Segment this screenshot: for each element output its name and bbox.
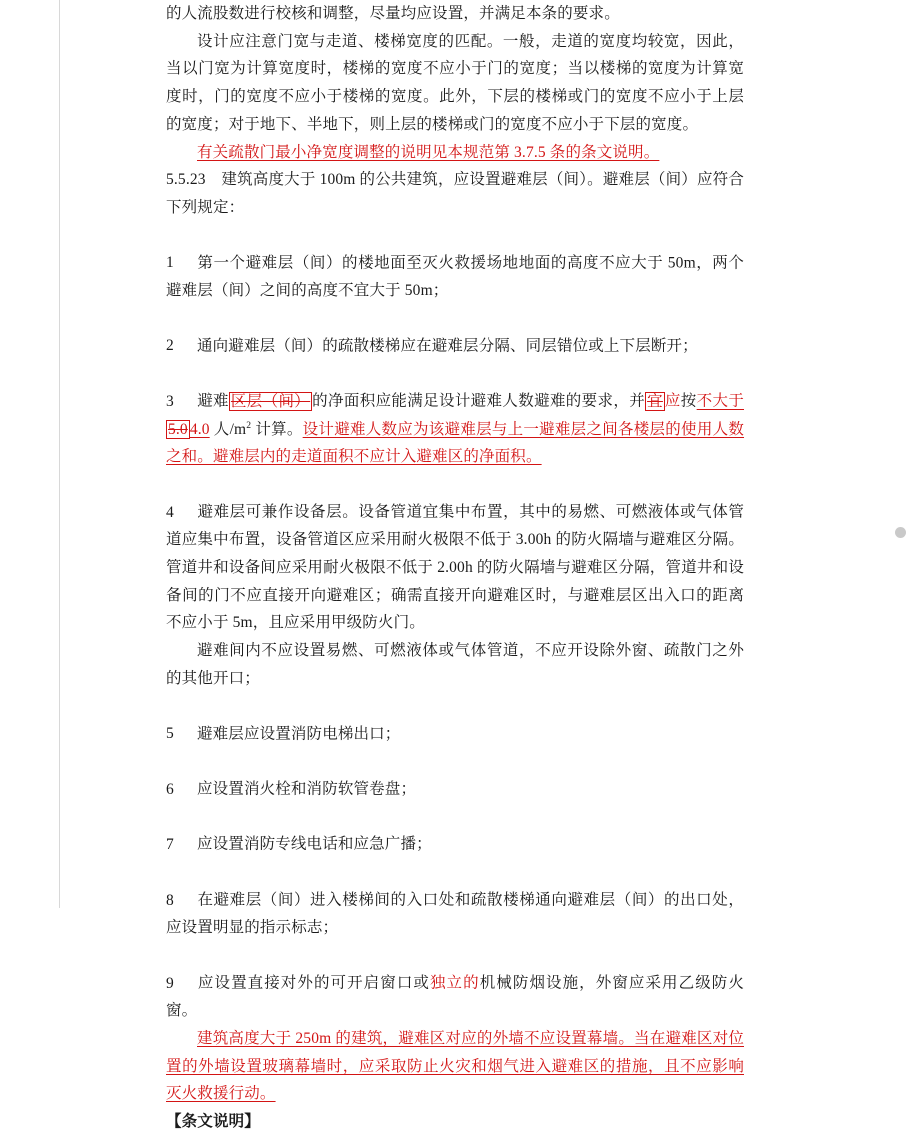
body-text: 避难 xyxy=(197,392,229,410)
scroll-indicator-dot[interactable] xyxy=(895,527,906,538)
list-item-number: 3 xyxy=(166,365,198,410)
body-text: 应设置直接对外的可开启窗口或 xyxy=(197,974,430,992)
list-item-number: 5 xyxy=(166,697,198,743)
list-item-number: 4 xyxy=(166,475,198,521)
list-item-number: 1 xyxy=(166,226,198,272)
revision-text: 有关疏散门最小净宽度调整的说明见本规范第 3.7.5 条的条文说明。 xyxy=(197,143,660,161)
body-text: 5.5.23 建筑高度大于 100m 的公共建筑，应设置避难层（间）。避难层（间）应符合下列规定： xyxy=(166,171,744,216)
paragraph xyxy=(166,305,744,360)
revision-text: 独立的 xyxy=(429,974,480,992)
revision-text: 不大于 xyxy=(696,392,744,410)
paragraph xyxy=(166,1025,744,1108)
body-text: 避难间内不应设置易燃、可燃液体或气体管道，不应开设除外窗、疏散门之外的其他开口； xyxy=(166,642,744,687)
list-item-number: 6 xyxy=(166,752,198,798)
revision-text: 4.0 xyxy=(189,420,210,438)
revision-text: 区层（间） xyxy=(230,392,311,410)
paragraph xyxy=(166,139,744,167)
body-text: 的净面积应能满足设计避难人数避难的要求，并 xyxy=(312,392,646,410)
body-text: 通向避难层（间）的疏散楼梯应在避难层分隔、同层错位或上下层断开； xyxy=(197,337,698,355)
paragraph xyxy=(166,1108,744,1136)
paragraph xyxy=(166,222,744,305)
paragraph xyxy=(166,471,744,637)
body-text: 按 xyxy=(680,392,697,410)
body-text: 避难层应设置消防电梯出口； xyxy=(197,725,401,743)
revision-text: 应 xyxy=(664,392,681,410)
revision-text: 宜 xyxy=(647,392,663,410)
body-text: 应设置消防专线电话和应急广播； xyxy=(197,836,432,854)
list-item-number: 8 xyxy=(166,863,198,909)
document-text-column xyxy=(166,0,744,1136)
paragraph xyxy=(166,942,744,1025)
body-text: 第一个避难层（间）的楼地面至灭火救援场地地面的高度不应大于 50m，两个避难层（间）之间的高度不宜大于 50m； xyxy=(166,254,744,300)
revision-text: 【条文说明】 xyxy=(166,1113,260,1131)
paragraph xyxy=(166,28,744,139)
body-text: 避难层可兼作设备层。设备管道宜集中布置，其中的易燃、可燃液体或气体管道应集中布置，设备管道区应采用耐火极限不低于 3.00h 的防火隔墙与避难区分隔。管道井和设备间应采用耐火极限不低于 2.00h 的防火隔墙与避难区分隔，管道井和设备间的门不应直接开向避难区；确需直接开向避难区时，与避难层区出入口的距离不应小于 5m，且应采用甲级防火门。 xyxy=(166,503,744,632)
revision-text: 建筑高度大于 250m 的建筑，避难区对应的外墙不应设置幕墙。当在避难区对位置的外墙设置玻璃幕墙时，应采取防止火灾和烟气进入避难区的措施，且不应影响灭火救援行动。 xyxy=(166,1030,744,1103)
revision-text: 5.0 xyxy=(168,420,188,438)
paragraph xyxy=(166,637,744,692)
paragraph xyxy=(166,166,744,221)
body-text: 的人流股数进行校核和调整，尽量均应设置，并满足本条的要求。 xyxy=(166,5,620,22)
list-item-number: 9 xyxy=(166,946,198,992)
body-text: 应设置消火栓和消防软管卷盘； xyxy=(197,780,417,798)
paragraph xyxy=(166,803,744,858)
paragraph xyxy=(166,0,744,28)
paragraph xyxy=(166,360,744,471)
list-item-number: 7 xyxy=(166,808,198,854)
body-text: 设计应注意门宽与走道、楼梯宽度的匹配。一般，走道的宽度均较宽，因此，当以门宽为计算宽度时，楼梯的宽度不应小于门的宽度；当以楼梯的宽度为计算宽度时，门的宽度不应小于楼梯的宽度。此外，下层的楼梯或门的宽度不应小于上层的宽度；对于地下、半地下，则上层的楼梯或门的宽度不应小于下层的宽度。 xyxy=(166,32,744,133)
body-text: 机械防烟设施，外窗应采用乙级防火窗。 xyxy=(166,974,744,1020)
paragraph xyxy=(166,859,744,942)
revision-text: 设计避难人数应为该避难层与上一避难层之间各楼层的使用人数之和。避难层内的走道面积不应计入避难区的净面积。 xyxy=(166,420,745,466)
body-text: 人$/m^2$ 计算。 xyxy=(209,419,303,438)
paragraph xyxy=(166,748,744,803)
list-item-number: 2 xyxy=(166,309,198,355)
page-margin-rule xyxy=(59,0,60,908)
paragraph xyxy=(166,693,744,748)
body-text: 在避难层（间）进入楼梯间的入口处和疏散楼梯通向避难层（间）的出口处，应设置明显的指示标志； xyxy=(166,891,744,937)
